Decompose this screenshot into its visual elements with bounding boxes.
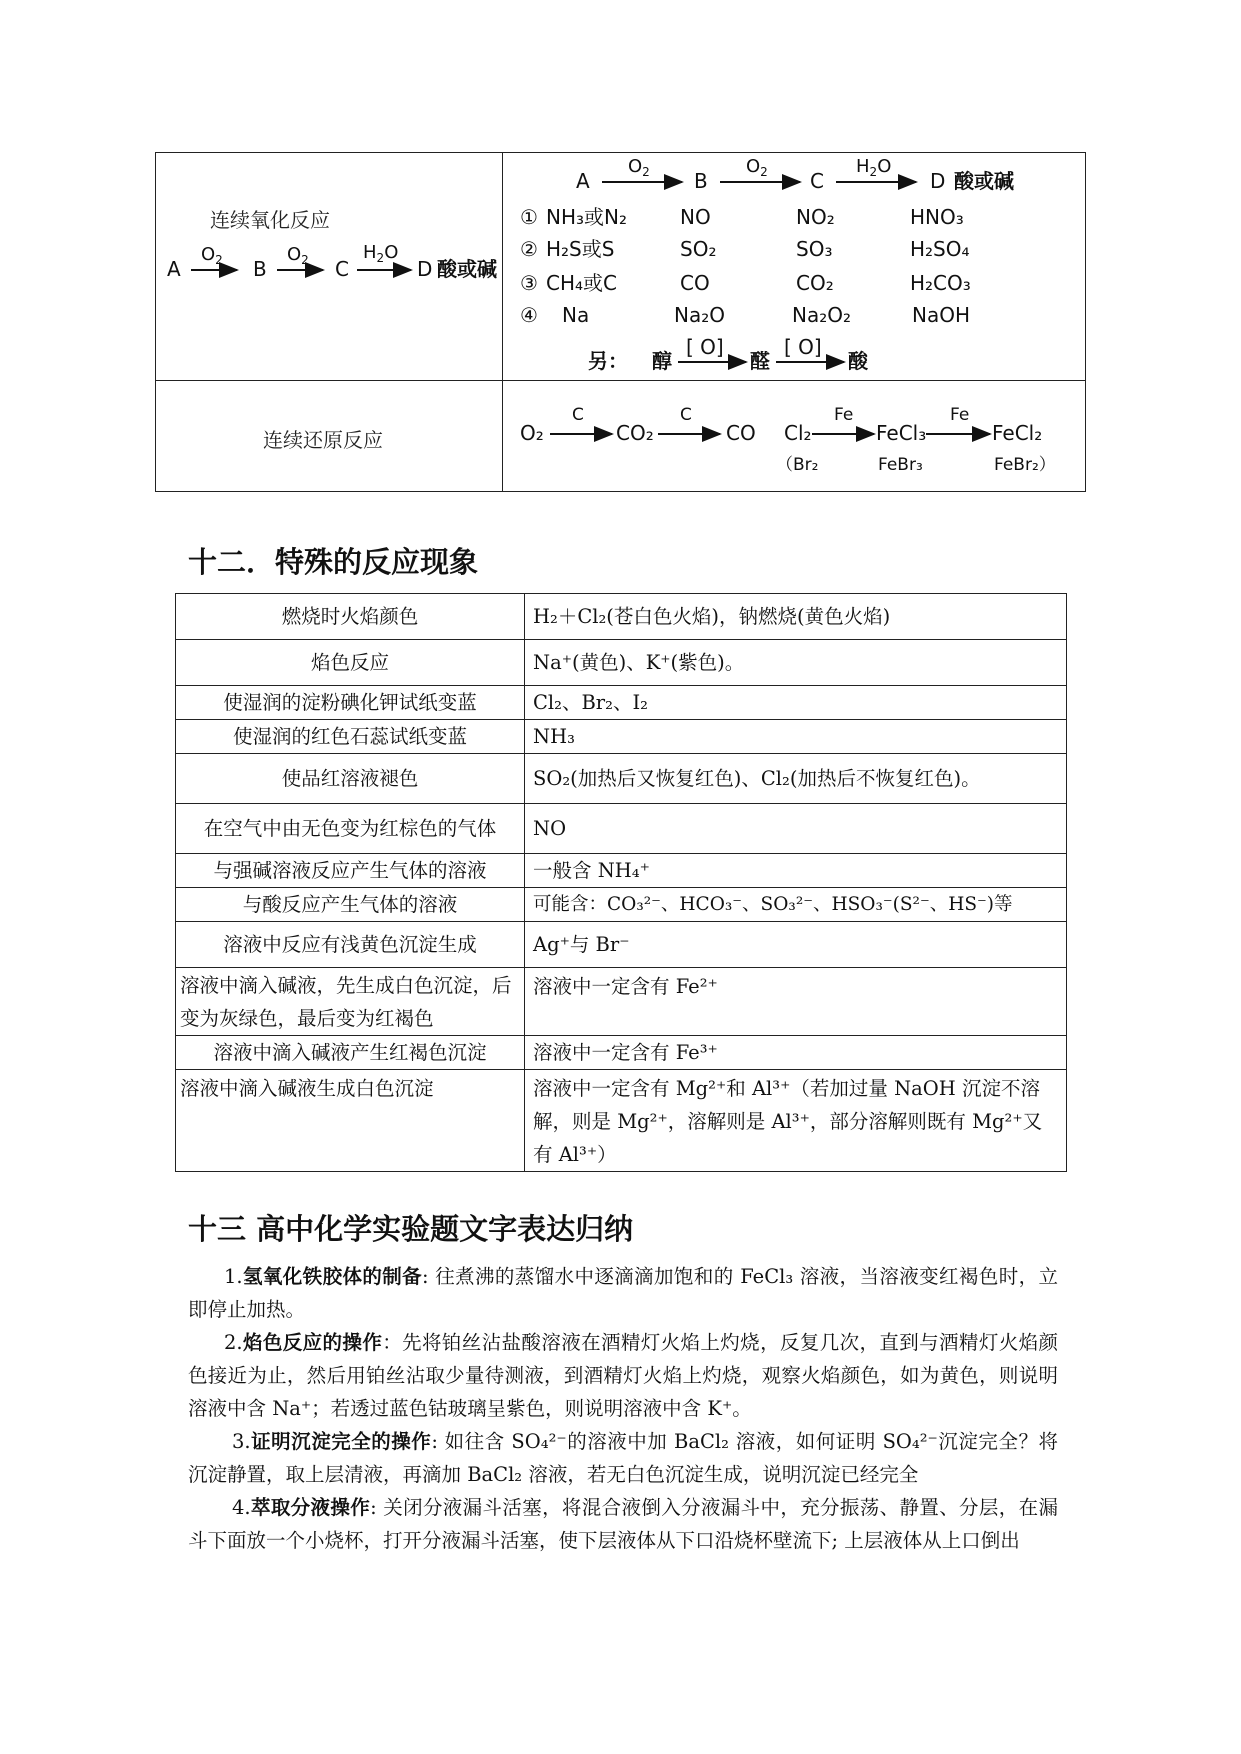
left-oxidation-chain	[155, 152, 502, 380]
oxidation-row-2	[520, 237, 970, 261]
paragraph-4: 4.萃取分液操作: 关闭分液漏斗活塞，将混合液倒入分液漏斗中，充分振荡、静置、分层，在漏斗下面放一个小烧杯，打开分液漏斗活塞，使下层液体从下口沿烧杯壁流下; 上层液体从上口倒出	[188, 1496, 1058, 1552]
svg-text:另：: 另：	[588, 349, 628, 373]
svg-text:FeCl₂: FeCl₂	[992, 421, 1043, 445]
table-row: 使品红溶液褪色 SO₂(加热后又恢复红色)、Cl₂(加热后不恢复红色)。	[176, 754, 1067, 804]
svg-text:[ O]: [ O]	[784, 335, 822, 359]
chain-tail: 酸或碱	[437, 257, 497, 281]
table-row: 与强碱溶液反应产生气体的溶液 一般含 NH₄⁺	[176, 854, 1067, 888]
continuous-reduction-label: 连续还原反应	[263, 428, 383, 452]
chain-c: C	[335, 257, 349, 281]
reaction-phenomena-table	[175, 593, 1067, 1172]
table-row: 使湿润的红色石蕊试纸变蓝 NH₃	[176, 720, 1067, 754]
table-row: 溶液中滴入碱液，先生成白色沉淀，后变为灰绿色，最后变为红褐色 溶液中一定含有 Fe²⁺	[176, 968, 1067, 1036]
svg-text:Fe: Fe	[834, 405, 854, 425]
reduction-diagram	[502, 380, 1086, 492]
svg-text:CO₂: CO₂	[796, 271, 834, 295]
svg-text:CO₂: CO₂	[616, 421, 654, 445]
svg-text:B: B	[694, 169, 708, 193]
svg-text:③: ③	[520, 271, 538, 295]
svg-text:酸或碱: 酸或碱	[954, 169, 1014, 193]
alcohol-oxidation-chain	[588, 335, 869, 373]
svg-text:O2: $O_2$	[201, 244, 223, 267]
svg-text:O₂: O₂	[520, 421, 544, 445]
table-row: 焰色反应 Na⁺(黄色)、K⁺(紫色)。	[176, 640, 1067, 686]
svg-text:H2O: $H_2O$	[363, 242, 399, 265]
svg-text:FeCl₃: FeCl₃	[876, 421, 927, 445]
svg-text:Na₂O: Na₂O	[674, 303, 725, 327]
chain-d: D	[417, 257, 433, 281]
section-12-heading: 十二．特殊的反应现象	[188, 545, 479, 579]
svg-text:FeBr₂）: FeBr₂）	[994, 455, 1056, 475]
svg-text:D: D	[930, 169, 946, 193]
svg-text:醛: 醛	[750, 349, 770, 373]
svg-text:[ O]: [ O]	[686, 335, 724, 359]
svg-text:H2O: $H_2O$	[856, 156, 892, 179]
paragraph-1: 1.氢氧化铁胶体的制备: 往煮沸的蒸馏水中逐滴滴加饱和的 FeCl₃ 溶液，当溶液变红褐色时，立即停止加热。	[188, 1265, 1058, 1321]
svg-text:Fe: Fe	[950, 405, 970, 425]
paragraph-3: 3.证明沉淀完全的操作: 如往含 SO₄²⁻的溶液中加 BaCl₂ 溶液，如何证明 SO₄²⁻沉淀完全？将沉淀静置，取上层清液，再滴加 BaCl₂ 溶液，若无白色沉淀生成，说明沉淀已经完全	[188, 1430, 1058, 1486]
oxidation-reduction-table	[155, 152, 1086, 492]
svg-text:O2: $O_2$	[746, 156, 768, 179]
right-oxidation-diagram	[502, 152, 1086, 380]
section-13-heading: 十三 高中化学实验题文字表达归纳	[188, 1212, 634, 1246]
svg-text:CH₄或C: CH₄或C	[546, 271, 617, 295]
svg-text:NaOH: NaOH	[912, 303, 970, 327]
table-row: 溶液中反应有浅黄色沉淀生成 Ag⁺与 Br⁻	[176, 922, 1067, 968]
svg-text:NO: NO	[680, 205, 711, 229]
svg-text:醇: 醇	[652, 349, 672, 373]
chain-a: A	[167, 257, 181, 281]
table-row: 燃烧时火焰颜色 H₂＋Cl₂(苍白色火焰)，钠燃烧(黄色火焰)	[176, 594, 1067, 640]
svg-text:④: ④	[520, 303, 538, 327]
paragraph-2: 2.焰色反应的操作：先将铂丝沾盐酸溶液在酒精灯火焰上灼烧，反复几次，直到与酒精灯火焰颜色接近为止，然后用铂丝沾取少量待测液，到酒精灯火焰上灼烧，观察火焰颜色，如为黄色，则说明溶液中含 Na⁺；若透过蓝色钴玻璃呈紫色，则说明溶液中含 K⁺。	[188, 1331, 1058, 1420]
oxidation-row-1	[520, 205, 964, 229]
svg-text:C: C	[810, 169, 824, 193]
table-row: 溶液中滴入碱液生成白色沉淀 溶液中一定含有 Mg²⁺和 Al³⁺（若加过量 NaOH 沉淀不溶解，则是 Mg²⁺，溶解则是 Al³⁺，部分溶解则既有 Mg²⁺又有 Al³⁺）	[176, 1070, 1067, 1172]
svg-text:Na: Na	[562, 303, 590, 327]
svg-text:NO₂: NO₂	[796, 205, 835, 229]
svg-text:H₂S或S: H₂S或S	[546, 237, 615, 261]
svg-text:SO₂: SO₂	[680, 237, 717, 261]
svg-text:（Br₂: （Br₂	[776, 455, 819, 475]
chain-b: B	[253, 257, 267, 281]
svg-text:C: C	[572, 405, 584, 425]
svg-text:SO₃: SO₃	[796, 237, 833, 261]
svg-text:C: C	[680, 405, 692, 425]
svg-text:O2: $O_2$	[628, 156, 650, 179]
table-row: 与酸反应产生气体的溶液 可能含：CO₃²⁻、HCO₃⁻、SO₃²⁻、HSO₃⁻(S²⁻、HS⁻)等	[176, 888, 1067, 922]
svg-text:Cl₂: Cl₂	[784, 421, 812, 445]
svg-text:CO: CO	[680, 271, 710, 295]
svg-text:HNO₃: HNO₃	[910, 205, 964, 229]
svg-text:H₂CO₃: H₂CO₃	[910, 271, 971, 295]
svg-text:FeBr₃: FeBr₃	[878, 455, 923, 475]
continuous-oxidation-label: 连续氧化反应	[210, 208, 330, 232]
svg-text:NH₃或N₂: NH₃或N₂	[546, 205, 627, 229]
svg-text:CO: CO	[726, 421, 756, 445]
oxidation-row-4	[520, 303, 970, 327]
svg-text:酸: 酸	[848, 349, 868, 373]
svg-text:H₂SO₄: H₂SO₄	[910, 237, 970, 261]
table-row: 溶液中滴入碱液产生红褐色沉淀 溶液中一定含有 Fe³⁺	[176, 1036, 1067, 1070]
table-row: 在空气中由无色变为红棕色的气体 NO	[176, 804, 1067, 854]
table-row: 使湿润的淀粉碘化钾试纸变蓝 Cl₂、Br₂、I₂	[176, 686, 1067, 720]
svg-text:A: A	[576, 169, 590, 193]
oxidation-row-3	[520, 271, 971, 295]
svg-text:O2: $O_2$	[287, 244, 309, 267]
svg-text:①: ①	[520, 205, 538, 229]
svg-text:②: ②	[520, 237, 538, 261]
svg-text:Na₂O₂: Na₂O₂	[792, 303, 851, 327]
